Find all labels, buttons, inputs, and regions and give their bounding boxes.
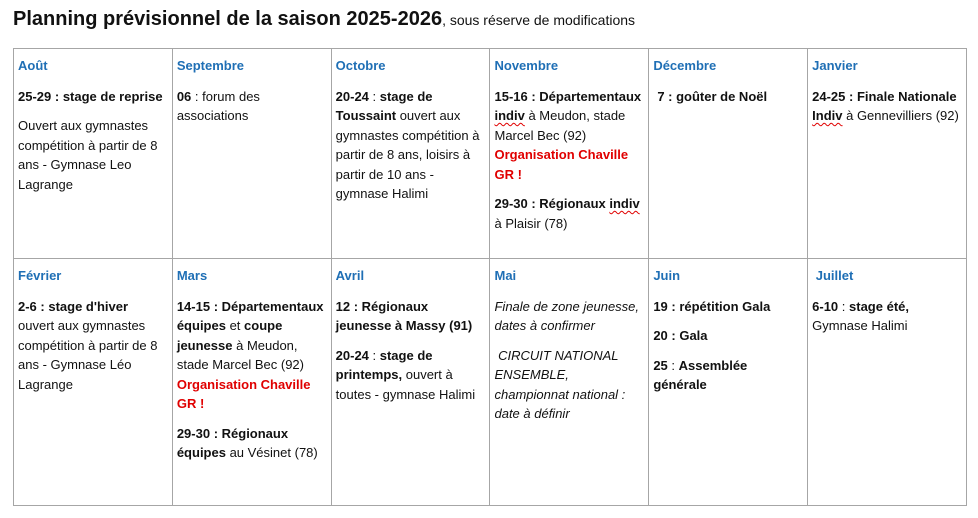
cell-juin [649,259,808,506]
event-entry: CIRCUIT NATIONAL ENSEMBLE, championnat national : date à définir [494,347,629,421]
event-title: 19 : répétition Gala [653,298,771,314]
event-entry [812,297,962,336]
event-title-spellcheck: indiv [609,196,640,211]
event-title: : Gala [667,328,708,343]
month-name: Février [18,268,62,283]
event-date: 20-24 [335,88,369,104]
event-entry [336,87,486,204]
organisation-note: Organisation Chaville GR ! [494,147,629,182]
event-entry [177,297,327,414]
event-entry [812,87,962,126]
cell-mai [490,259,649,506]
title-sub: , sous réserve de modifications [442,12,636,28]
event-text: à Gennevilliers (92) [842,108,959,123]
event-title: Assemblée générale [653,357,748,392]
event-title: coupe jeunesse [176,318,283,353]
calendar-row-1 [14,49,967,259]
event-entry [653,87,803,107]
event-text: : forum des associations [176,88,260,123]
month-name: Janvier [812,58,858,73]
event-title: 29-30 : Régionaux équipes [176,425,289,460]
event-entry [494,87,644,185]
event-title: 7 : goûter de Noël [657,88,768,104]
month-name: Octobre [335,58,386,73]
event-description: Ouvert aux gymnastes compétition à partir de 8 ans - Gymnase Leo Lagrange [18,118,158,192]
event-entry [653,326,803,346]
event-text: à Plaisir (78) [494,215,568,231]
event-text: à Meudon, stade Marcel Bec (92) [494,108,626,143]
event-separator: : [54,88,63,104]
event-text: et [225,318,245,333]
event-entry [336,297,486,336]
event-separator: : [667,357,679,373]
event-title: stage de printemps, [335,347,433,382]
calendar-row-2 [14,259,967,506]
event-title: stage été, [849,298,909,314]
cell-novembre [490,49,649,259]
event-entry: Finale de zone jeunesse, dates à confirmer [494,298,640,333]
event-text: ouvert aux gymnastes compétition à partir de 8 ans - Gymnase Léo Lagrange [18,318,158,392]
cell-janvier [808,49,967,259]
event-entry [18,87,168,107]
event-text: ouvert à toutes - gymnase Halimi [335,367,476,402]
event-title: stage de Toussaint [335,88,433,123]
event-date: 20-24 [335,347,369,363]
cell-avril [331,259,490,506]
cell-mars [172,259,331,506]
cell-decembre [649,49,808,259]
event-title: 12 : Régionaux jeunesse à Massy (91) [335,298,473,333]
event-date: 20 [653,328,668,343]
month-name: Avril [335,268,365,283]
cell-juillet [808,259,967,506]
event-title: stage de reprise [62,88,163,104]
event-entry [336,346,486,405]
event-text: à Meudon, stade Marcel Bec (92) [176,337,304,372]
organisation-note: Organisation Chaville GR ! [176,376,311,411]
event-separator: : [838,298,850,314]
event-entry [177,87,327,126]
cell-octobre [331,49,490,259]
event-date: 06 [176,88,192,104]
event-title: 29-30 : Régionaux [494,196,610,211]
event-separator: : [368,88,380,104]
event-title: 2-6 : stage d'hiver [18,298,129,314]
cell-septembre [172,49,331,259]
event-title: 15-16 : Départementaux [494,88,642,104]
event-date: 25 [653,357,668,373]
event-title: 14-15 : Départementaux équipes [176,298,324,333]
event-title-spellcheck: indiv [494,108,525,123]
event-date: 25-29 [18,88,55,104]
event-text: ouvert aux gymnastes compétition à partir de 8 ans, loisirs à partir de 10 ans - gymnase Halimi [335,108,480,201]
month-name: Novembre [494,58,559,73]
event-text: Gymnase Halimi [812,318,908,333]
season-calendar-table [13,48,967,506]
event-text: au Vésinet (78) [225,445,318,460]
title-main: Planning prévisionnel de la saison 2025-2026 [13,8,443,30]
page-title [13,8,635,31]
event-separator: : [368,347,380,363]
event-title-spellcheck: Indiv [812,108,843,123]
event-entry [653,356,803,395]
event-entry [494,194,644,233]
month-name: Juillet [812,268,854,283]
cell-aout [14,49,173,259]
month-name: Septembre [176,58,245,73]
cell-fevrier [14,259,173,506]
month-name: Mars [176,268,208,283]
month-name: Mai [494,268,517,283]
month-name: Décembre [653,58,717,73]
event-title: 24-25 : Finale Nationale [812,88,957,104]
event-entry [177,424,327,463]
event-entry [18,297,168,395]
event-date: 6-10 [812,298,839,314]
month-name: Juin [653,268,681,283]
month-name: Août [18,58,48,73]
event-entry [653,297,803,317]
